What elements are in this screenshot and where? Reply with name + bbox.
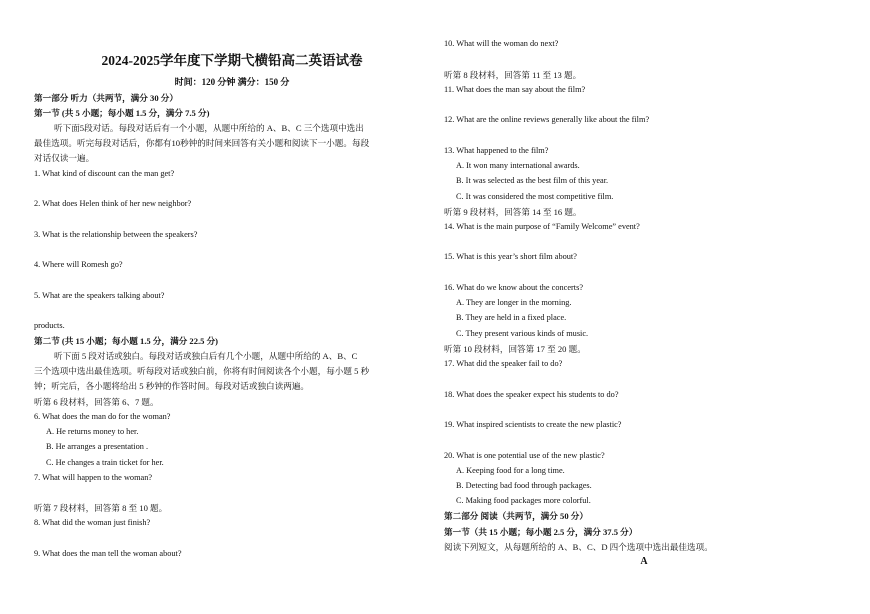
option-a: A. It won many international awards. bbox=[456, 161, 580, 170]
question-17-stem: 17. What did the speaker fail to do? bbox=[444, 359, 563, 368]
question-11-stem: 11. What does the man say about the film? bbox=[444, 85, 586, 94]
option-b: B. He arranges a presentation . bbox=[46, 442, 149, 451]
option-b: B. They are held in a fixed place. bbox=[456, 313, 567, 322]
question-16-stem: 16. What do we know about the concerts? bbox=[444, 283, 584, 292]
instruction-line: 对话仅读一遍。 bbox=[34, 153, 95, 163]
question-7-stem: 7. What will happen to the woman? bbox=[34, 473, 153, 482]
question-4-stem: 4. Where will Romesh go? bbox=[34, 260, 123, 269]
material-10-note: 听第 10 段材料，回答第 17 至 20 题。 bbox=[444, 344, 586, 354]
material-6-note: 听第 6 段材料，回答第 6、7 题。 bbox=[34, 397, 159, 407]
question-1-stem: 1. What kind of discount can the man get? bbox=[34, 169, 175, 178]
question-9-stem: 9. What does the man tell the woman about? bbox=[34, 549, 182, 558]
option-b: B. Detecting bad food through packages. bbox=[456, 481, 592, 490]
part2-sec1-heading: 第一节（共 15 小题；每小题 2.5 分，满分 37.5 分） bbox=[444, 527, 638, 537]
option-c: C. They present various kinds of music. bbox=[456, 329, 589, 338]
question-3-stem: 3. What is the relationship between the speakers? bbox=[34, 230, 198, 239]
instruction-line: 听下面 5 段对话或独白。每段对话或独白后有几个小题，从题中所给的 A、B、C bbox=[54, 351, 358, 361]
question-13-stem: 13. What happened to the film? bbox=[444, 146, 549, 155]
part1-heading: 第一部分 听力（共两节，满分 30 分） bbox=[34, 93, 178, 103]
question-6-stem: 6. What does the man do for the woman? bbox=[34, 412, 171, 421]
question-5-stem: 5. What are the speakers talking about? bbox=[34, 291, 165, 300]
material-7-note: 听第 7 段材料，回答第 8 至 10 题。 bbox=[34, 503, 168, 513]
option-c: C. It was considered the most competitive film. bbox=[456, 192, 614, 201]
question-5-option-c-cont: products. bbox=[34, 321, 65, 330]
question-15-stem: 15. What is this year’s short film about? bbox=[444, 252, 577, 261]
option-c: C. Making food packages more colorful. bbox=[456, 496, 591, 505]
material-9-note: 听第 9 段材料，回答第 14 至 16 题。 bbox=[444, 207, 582, 217]
material-8-note: 听第 8 段材料，回答第 11 至 13 题。 bbox=[444, 70, 582, 80]
instruction-line: 三个选项中选出最佳选项。听每段对话或独白前，你将有时间阅读各个小题，每小题 5 秒 bbox=[34, 366, 370, 376]
part2-heading: 第二部分 阅读（共两节，满分 50 分） bbox=[444, 511, 588, 521]
question-2-stem: 2. What does Helen think of her new neighbor? bbox=[34, 199, 192, 208]
reading-instruction: 阅读下列短文，从每题所给的 A、B、C、D 四个选项中选出最佳选项。 bbox=[444, 542, 713, 552]
option-b: B. It was selected as the best film of this year. bbox=[456, 176, 609, 185]
option-a: A. He returns money to her. bbox=[46, 427, 139, 436]
page-subtitle: 时间：120 分钟 满分：150 分 bbox=[174, 77, 290, 87]
question-18-stem: 18. What does the speaker expect his students to do? bbox=[444, 390, 619, 399]
option-c: C. He changes a train ticket for her. bbox=[46, 458, 164, 467]
question-20-stem: 20. What is one potential use of the new plastic? bbox=[444, 451, 605, 460]
question-19-stem: 19. What inspired scientists to create the new plastic? bbox=[444, 420, 622, 429]
page-title: 2024-2025学年度下学期弋横铅高二英语试卷 bbox=[101, 53, 363, 68]
question-10-stem: 10. What will the woman do next? bbox=[444, 39, 559, 48]
instruction-line: 钟；听完后，各小题将给出 5 秒钟的作答时间。每段对话或独白读两遍。 bbox=[34, 381, 310, 391]
question-8-stem: 8. What did the woman just finish? bbox=[34, 518, 151, 527]
part1-sec2-heading: 第二节 (共 15 小题；每小题 1.5 分，满分 22.5 分) bbox=[34, 336, 219, 346]
instruction-line: 听下面5段对话。每段对话后有一个小题，从题中所给的 A、B、C 三个选项中选出 bbox=[54, 123, 364, 133]
passage-label: A bbox=[640, 556, 648, 567]
instruction-line: 最佳选项。听完每段对话后，你都有10秒钟的时间来回答有关小题和阅读下一小题。每段 bbox=[34, 138, 370, 148]
option-a: A. They are longer in the morning. bbox=[456, 298, 572, 307]
part1-sec1-heading: 第一节 (共 5 小题；每小题 1.5 分，满分 7.5 分) bbox=[34, 108, 210, 118]
option-a: A. Keeping food for a long time. bbox=[456, 466, 565, 475]
question-12-stem: 12. What are the online reviews generally like about the film? bbox=[444, 115, 650, 124]
question-14-stem: 14. What is the main purpose of “Family Welcome” event? bbox=[444, 222, 640, 231]
